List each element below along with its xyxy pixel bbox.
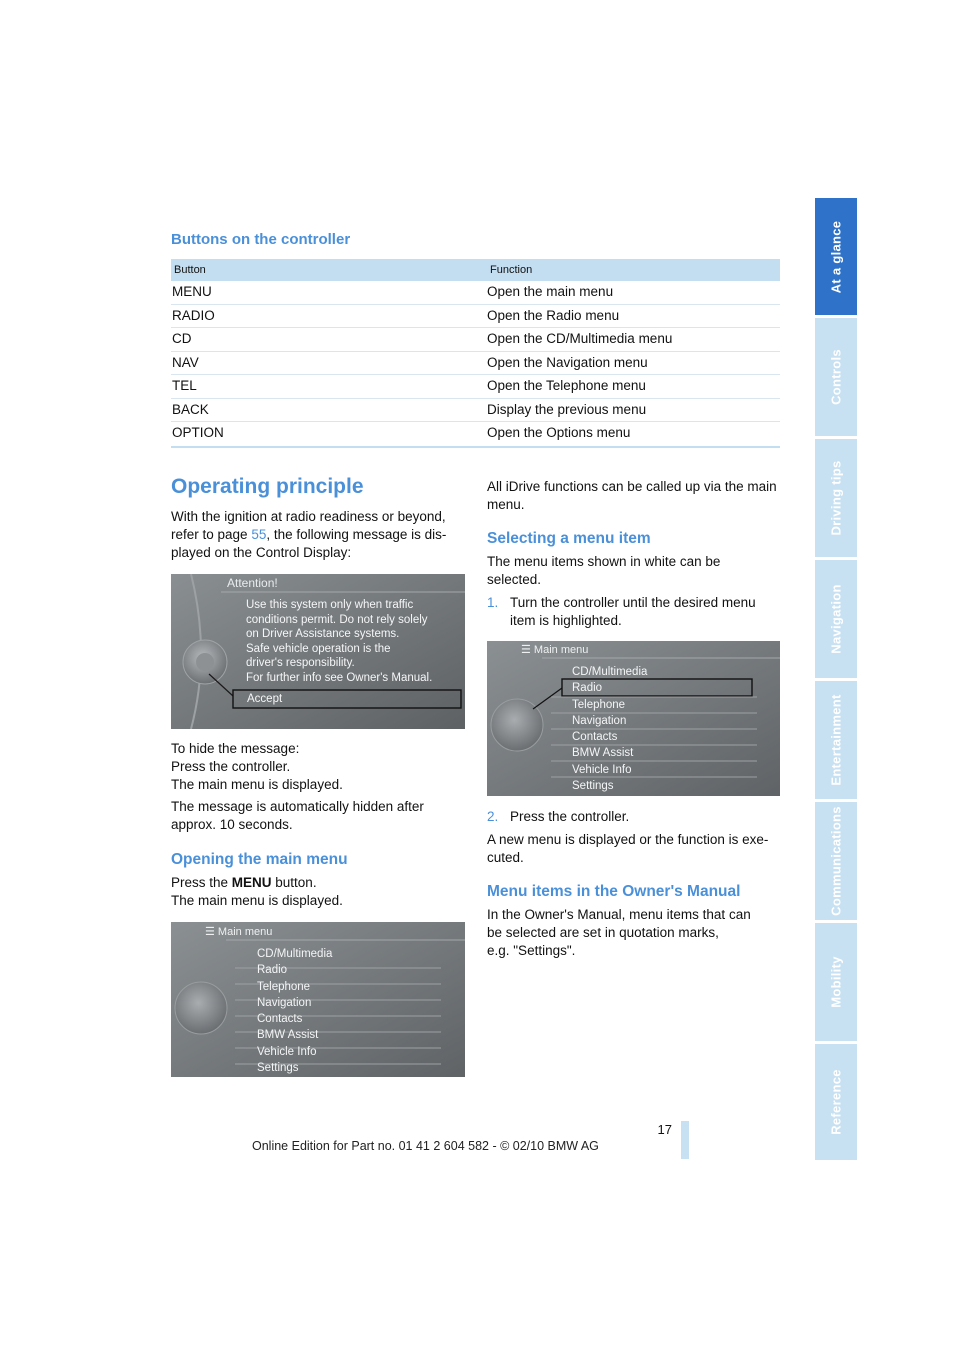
list-item: Navigation: [257, 996, 312, 1009]
list-item: Contacts: [257, 1013, 303, 1026]
menu-icon: ☰: [205, 926, 218, 938]
hide-instructions: To hide the message: Press the controller. The main menu is displayed.: [171, 741, 343, 792]
auto-hide-note: The message is automatically hidden after approx. 10 seconds.: [171, 799, 424, 832]
tab-controls[interactable]: Controls: [815, 318, 857, 436]
main-menu-screen-image: [171, 922, 465, 1077]
attention-title: Attention!: [227, 576, 278, 590]
attention-screen-image: [171, 574, 465, 729]
opening-text: Press the MENU button. The main menu is displayed.: [171, 875, 343, 908]
buttons-heading: Buttons on the controller: [171, 231, 351, 248]
page-marker: [681, 1121, 689, 1159]
table-row: TEL Open the Telephone menu: [171, 375, 780, 399]
step-1: 1. Turn the controller until the desired menu item is highlighted.: [487, 595, 756, 628]
list-item: Settings: [257, 1062, 299, 1075]
list-item: CD/Multimedia: [572, 666, 648, 678]
buttons-table: [171, 259, 780, 448]
list-item: Settings: [572, 780, 614, 793]
table-row: MENU Open the main menu: [171, 281, 780, 305]
owners-text: In the Owner's Manual, menu items that can be selected are set in quotation marks, e.g. "Settings".: [487, 907, 751, 958]
list-item: BMW Assist: [257, 1029, 319, 1042]
result-text: A new menu is displayed or the function is exe- cuted.: [487, 832, 769, 865]
table-row: CD Open the CD/Multimedia menu: [171, 328, 780, 352]
table-row: NAV Open the Navigation menu: [171, 352, 780, 376]
page-link[interactable]: 55: [251, 527, 267, 542]
table-end-rule: [171, 446, 780, 448]
list-item: Telephone: [257, 980, 311, 993]
tab-at-a-glance[interactable]: At a glance: [815, 198, 857, 315]
menu-icon: ☰: [521, 644, 534, 656]
list-item: BMW Assist: [572, 747, 634, 760]
main-menu-title: ☰ Main menu: [205, 926, 273, 938]
tab-entertainment[interactable]: Entertainment: [815, 681, 857, 799]
attention-text: Use this system only when traffic conditions permit. Do not rely solely on Driver Assistance systems. Safe vehicle operation is the driver's responsibility. For further info see Owner's Manual.: [246, 599, 433, 684]
main-menu-radio-screen-image: [487, 641, 780, 796]
header-function: Function: [490, 264, 533, 276]
operating-heading: Operating principle: [171, 475, 364, 498]
list-item: CD/Multimedia: [257, 948, 333, 960]
list-item: Vehicle Info: [572, 763, 632, 776]
table-header: [171, 259, 780, 281]
list-item: Vehicle Info: [257, 1045, 317, 1058]
list-item: Contacts: [572, 731, 618, 744]
list-item: Telephone: [572, 698, 626, 711]
owners-heading: Menu items in the Owner's Manual: [487, 883, 741, 900]
selecting-heading: Selecting a menu item: [487, 530, 651, 547]
list-item: Navigation: [572, 714, 627, 727]
main-menu-list: [572, 664, 647, 794]
tab-mobility[interactable]: Mobility: [815, 923, 857, 1041]
table-row: OPTION Open the Options menu: [172, 425, 631, 440]
header-button: Button: [174, 264, 206, 276]
main-menu-title: ☰ Main menu: [521, 644, 589, 656]
selecting-text: The menu items shown in white can be selected.: [487, 554, 721, 587]
main-menu-list: [257, 946, 332, 1076]
accept-button: Accept: [247, 693, 283, 705]
table-row: BACK Display the previous menu: [171, 399, 780, 423]
tab-communications[interactable]: Communications: [815, 802, 857, 920]
opening-heading: Opening the main menu: [171, 851, 348, 868]
tab-navigation[interactable]: Navigation: [815, 560, 857, 678]
tab-reference[interactable]: Reference: [815, 1044, 857, 1160]
list-item: Radio: [572, 682, 603, 695]
tab-driving-tips[interactable]: Driving tips: [815, 439, 857, 557]
right-intro: All iDrive functions can be called up via the main menu.: [487, 479, 777, 512]
edition-footer: Online Edition for Part no. 01 41 2 604 582 - © 02/10 BMW AG: [252, 1139, 599, 1153]
list-item: Radio: [257, 964, 288, 977]
operating-intro: With the ignition at radio readiness or beyond, refer to page 55, the following message is dis- played on the Control Display:: [171, 509, 447, 560]
table-row: RADIO Open the Radio menu: [171, 305, 780, 329]
chapter-tabs: [815, 198, 857, 1160]
step-2: 2. Press the controller.: [487, 809, 630, 824]
page-number: 17: [657, 1122, 672, 1137]
